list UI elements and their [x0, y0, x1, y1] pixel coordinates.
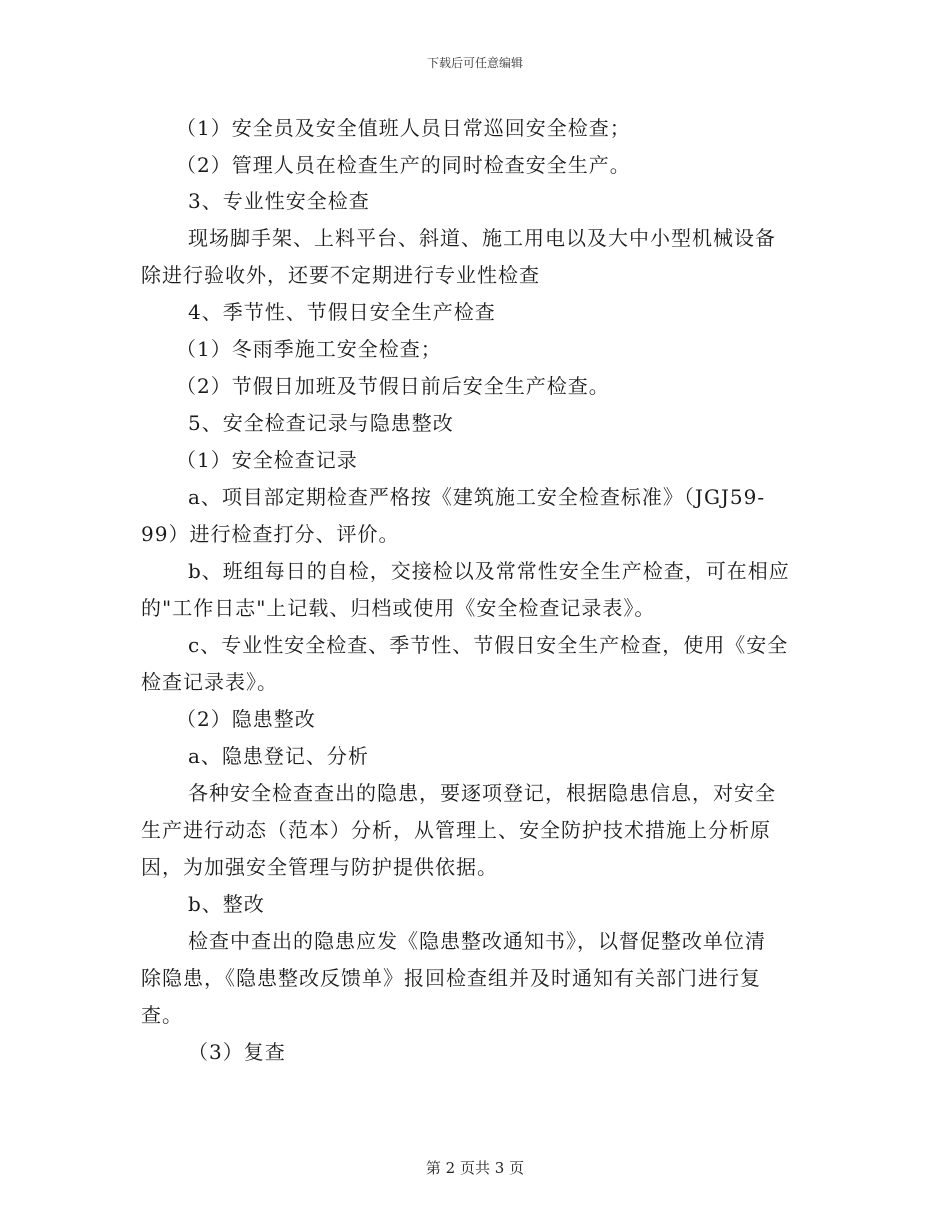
section-heading: 3、专业性安全检查 [188, 189, 370, 213]
paragraph-line: 的"工作日志"上记载、归档或使用《安全检查记录表》。 [141, 596, 656, 620]
paragraph-line: 生产进行动态（范本）分析，从管理上、安全防护技术措施上分析原 [141, 818, 771, 842]
section-heading: 5、安全检查记录与隐患整改 [188, 411, 454, 435]
paragraph-line: （1）冬雨季施工安全检查； [176, 337, 442, 361]
paragraph-line: a、项目部定期检查严格按《建筑施工安全检查标准》（JGJ59- [188, 485, 766, 509]
paragraph-line: （1）安全员及安全值班人员日常巡回安全检查； [176, 116, 631, 140]
page-number: 第 2 页共 3 页 [425, 1159, 525, 1177]
paragraph-line: 各种安全检查查出的隐患，要逐项登记，根据隐患信息，对安全 [188, 781, 776, 805]
paragraph-line: c、专业性安全检查、季节性、节假日安全生产检查，使用《安全 [188, 633, 789, 657]
paragraph-line: 除进行验收外，还要不定期进行专业性检查 [141, 263, 540, 287]
subsection-heading: （3）复查 [188, 1040, 286, 1064]
subsection-heading: （2）隐患整改 [176, 707, 316, 731]
paragraph-line: 99）进行检查打分、评价。 [141, 522, 400, 546]
paragraph-line: b、整改 [188, 892, 265, 916]
paragraph-line: 检查记录表》。 [141, 670, 278, 694]
paragraph-line: 查。 [141, 1003, 183, 1027]
paragraph-line: a、隐患登记、分析 [188, 744, 369, 768]
paragraph-line: 因，为加强安全管理与防护提供依据。 [141, 855, 498, 879]
page-header: 下载后可任意编辑 [426, 56, 523, 70]
paragraph-line: （2）管理人员在检查生产的同时检查安全生产。 [176, 153, 631, 177]
paragraph-line: 检查中查出的隐患应发《隐患整改通知书》，以督促整改单位清 [188, 929, 766, 953]
paragraph-line: 现场脚手架、上料平台、斜道、施工用电以及大中小型机械设备 [188, 226, 776, 250]
subsection-heading: （1）安全检查记录 [176, 448, 358, 472]
paragraph-line: 除隐患，《隐患整改反馈单》报回检查组并及时通知有关部门进行复 [141, 966, 761, 990]
paragraph-line: （2）节假日加班及节假日前后安全生产检查。 [176, 374, 610, 398]
section-heading: 4、季节性、节假日安全生产检查 [188, 300, 496, 324]
paragraph-line: b、班组每日的自检，交接检以及常常性安全生产检查，可在相应 [188, 559, 790, 583]
